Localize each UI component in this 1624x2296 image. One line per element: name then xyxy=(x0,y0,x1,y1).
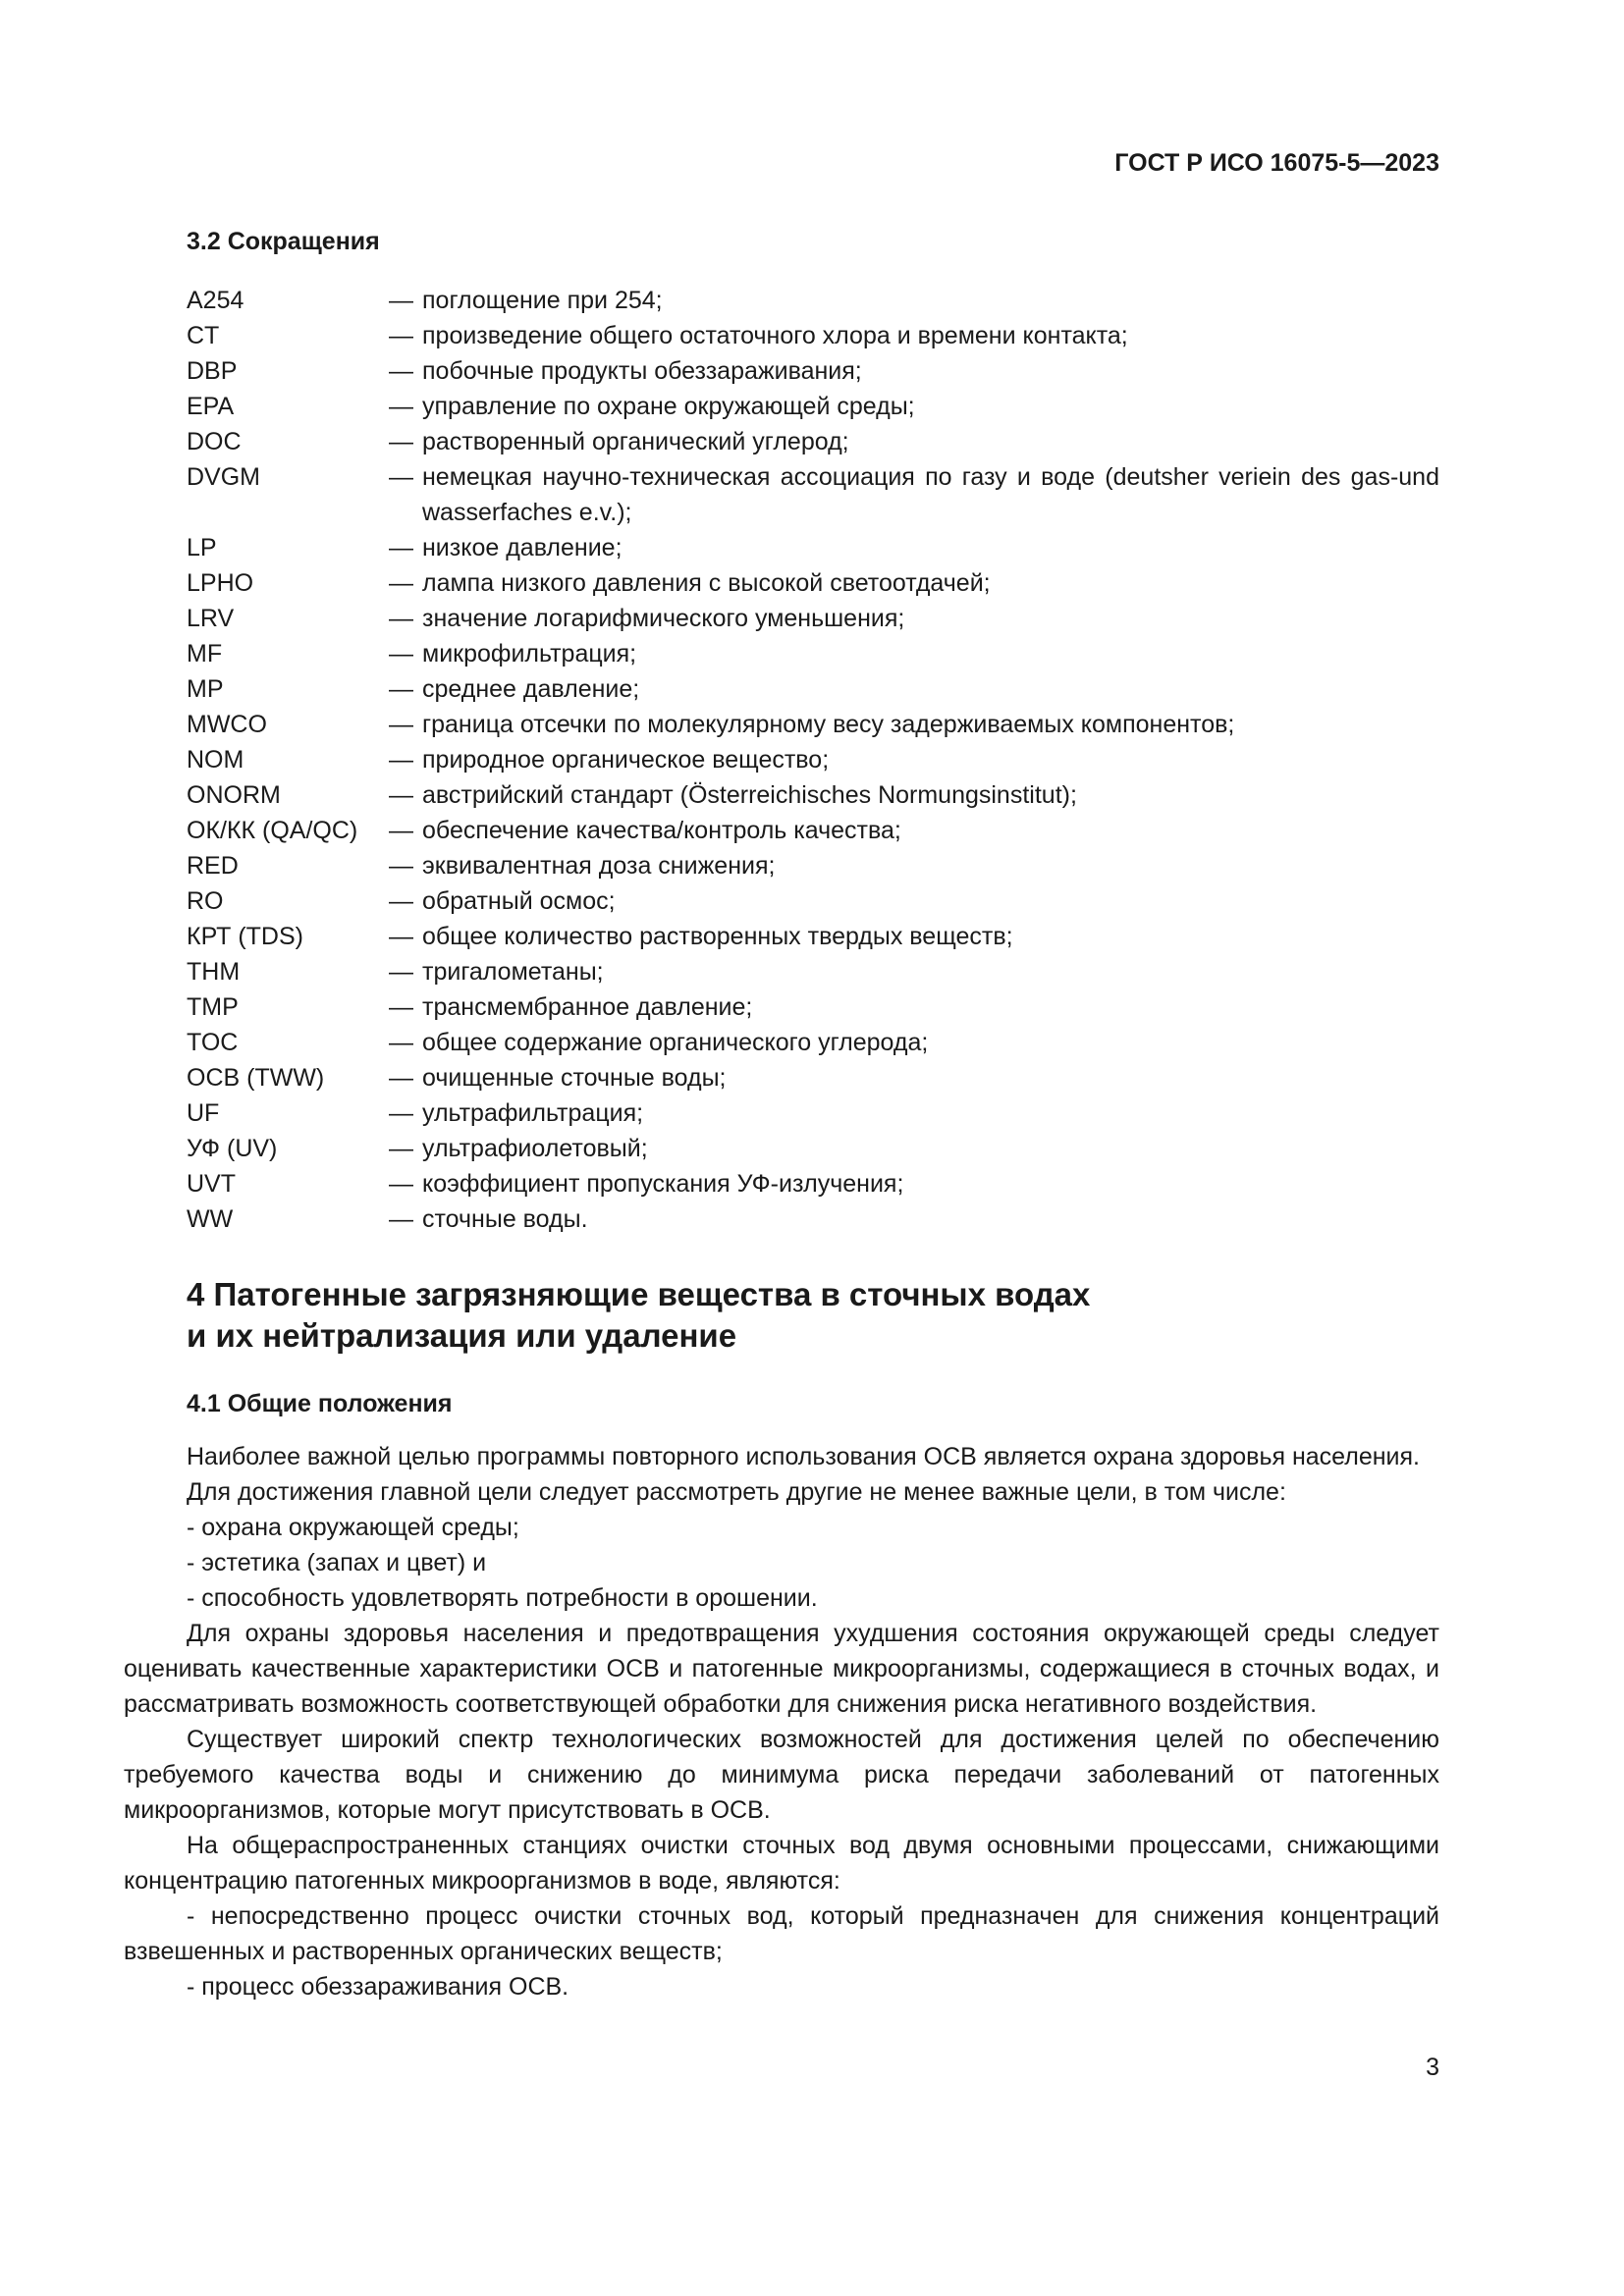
abbreviation-definition-text: низкое давление; xyxy=(422,534,623,561)
abbreviation-definition xyxy=(389,530,1439,565)
abbreviation-definition xyxy=(389,742,1439,777)
abbreviation-dash: — xyxy=(389,746,413,774)
abbreviation-definition-text: микрофильтрация; xyxy=(422,640,637,667)
abbreviation-row xyxy=(187,424,1439,459)
abbreviation-row xyxy=(187,707,1439,742)
abbreviation-definition-text: ультрафильтрация; xyxy=(422,1099,644,1127)
abbreviation-row xyxy=(187,883,1439,919)
paragraph-1 xyxy=(124,1439,1439,1474)
abbreviation-term: TOC xyxy=(187,1029,239,1056)
abbreviation-definition xyxy=(389,424,1439,459)
abbreviation-definition xyxy=(389,318,1439,353)
paragraph-3 xyxy=(124,1616,1439,1722)
abbreviation-row xyxy=(187,1025,1439,1060)
abbreviation-row xyxy=(187,636,1439,671)
abbreviation-term: WW xyxy=(187,1205,234,1233)
abbreviation-row xyxy=(187,742,1439,777)
section-4-1-title: 4.1 Общие положения xyxy=(187,1390,453,1417)
abbreviation-row xyxy=(187,459,1439,530)
abbreviation-term: THM xyxy=(187,958,241,986)
abbreviation-definition xyxy=(389,989,1439,1025)
document-code: ГОСТ Р ИСО 16075-5—2023 xyxy=(1114,149,1439,177)
abbreviation-term: DOC xyxy=(187,428,242,455)
abbreviation-definition xyxy=(389,601,1439,636)
abbreviation-definition-text: поглощение при 254; xyxy=(422,287,663,314)
abbreviation-row xyxy=(187,353,1439,389)
abbreviation-dash: — xyxy=(389,781,413,809)
abbreviation-row xyxy=(187,601,1439,636)
abbreviation-dash: — xyxy=(389,852,413,880)
abbreviation-definition xyxy=(389,565,1439,601)
abbreviation-row xyxy=(187,1201,1439,1237)
abbreviation-dash: — xyxy=(389,393,413,420)
abbreviation-row xyxy=(187,1060,1439,1095)
abbreviation-definition xyxy=(389,1166,1439,1201)
paragraph-2-text: Для достижения главной цели следует рассмотреть другие не менее важные цели, в том числе: xyxy=(187,1478,1286,1506)
abbreviation-term: A254 xyxy=(187,287,244,314)
abbreviation-dash: — xyxy=(389,1170,413,1198)
abbreviation-row xyxy=(187,318,1439,353)
abbreviation-definition-text: обратный осмос; xyxy=(422,887,616,915)
abbreviation-term: TMP xyxy=(187,993,239,1021)
abbreviation-definition xyxy=(389,883,1439,919)
section-4-1-body xyxy=(124,1439,1439,2004)
abbreviation-definition xyxy=(389,1025,1439,1060)
abbreviation-definition xyxy=(389,1131,1439,1166)
abbreviation-row xyxy=(187,989,1439,1025)
abbreviation-dash: — xyxy=(389,1135,413,1162)
abbreviation-dash: — xyxy=(389,605,413,632)
abbreviation-term: EPA xyxy=(187,393,235,420)
abbreviation-dash: — xyxy=(389,993,413,1021)
abbreviation-definition xyxy=(389,777,1439,813)
paragraph-4 xyxy=(124,1722,1439,1828)
abbreviation-dash: — xyxy=(389,534,413,561)
paragraph-1-text: Наиболее важной целью программы повторного использования ОСВ является охрана здоровья населения. xyxy=(187,1443,1420,1470)
section-4-title-line2: и их нейтрализация или удаление xyxy=(187,1317,737,1354)
abbreviation-term: УФ (UV) xyxy=(187,1135,278,1162)
abbreviation-list xyxy=(187,283,1439,1237)
abbreviation-term: LP xyxy=(187,534,217,561)
goal-list-item: - эстетика (запах и цвет) и xyxy=(187,1549,487,1576)
abbreviation-row xyxy=(187,1131,1439,1166)
goal-list-item: - охрана окружающей среды; xyxy=(187,1514,519,1541)
abbreviation-definition xyxy=(389,954,1439,989)
abbreviation-dash: — xyxy=(389,1064,413,1092)
paragraph-4-text: Существует широкий спектр технологических возможностей для достижения целей по обеспечению требуемого качества воды и снижению до минимума риска передачи заболеваний от патогенных микроорганизмов, которые могут присутствовать в ОСВ. xyxy=(124,1726,1439,1824)
abbreviation-term: LRV xyxy=(187,605,235,632)
abbreviation-dash: — xyxy=(389,463,413,491)
abbreviation-term: LPHO xyxy=(187,569,254,597)
abbreviation-term: ОСВ (TWW) xyxy=(187,1064,325,1092)
paragraph-5 xyxy=(124,1828,1439,1898)
abbreviation-dash: — xyxy=(389,958,413,986)
abbreviation-definition-text: произведение общего остаточного хлора и времени контакта; xyxy=(422,322,1128,349)
abbreviation-term: CT xyxy=(187,322,220,349)
abbreviation-definition-text: тригалометаны; xyxy=(422,958,604,986)
abbreviation-definition-text: граница отсечки по молекулярному весу задерживаемых компонентов; xyxy=(422,711,1235,738)
abbreviation-term: MP xyxy=(187,675,224,703)
section-4-title-line1: 4 Патогенные загрязняющие вещества в сточных водах xyxy=(187,1276,1091,1312)
abbreviation-term: UVT xyxy=(187,1170,236,1198)
abbreviation-term: RED xyxy=(187,852,239,880)
abbreviation-definition-text: сточные воды. xyxy=(422,1205,588,1233)
abbreviation-term: ONORM xyxy=(187,781,281,809)
abbreviation-dash: — xyxy=(389,887,413,915)
abbreviation-row xyxy=(187,813,1439,848)
abbreviation-row xyxy=(187,954,1439,989)
abbreviation-row xyxy=(187,671,1439,707)
abbreviation-definition-text: общее содержание органического углерода; xyxy=(422,1029,929,1056)
section-3-2-title: 3.2 Сокращения xyxy=(187,228,380,255)
paragraph-2 xyxy=(124,1474,1439,1510)
abbreviation-definition xyxy=(389,813,1439,848)
abbreviation-definition xyxy=(389,1201,1439,1237)
abbreviation-term: UF xyxy=(187,1099,220,1127)
abbreviation-definition xyxy=(389,707,1439,742)
abbreviation-definition-text: растворенный органический углерод; xyxy=(422,428,849,455)
page-content xyxy=(124,224,1439,2004)
section-4-title xyxy=(187,1274,1439,1357)
goals-list xyxy=(124,1510,1439,1616)
abbreviation-definition-text: природное органическое вещество; xyxy=(422,746,830,774)
abbreviation-dash: — xyxy=(389,640,413,667)
abbreviation-definition xyxy=(389,459,1439,530)
abbreviation-definition xyxy=(389,353,1439,389)
abbreviation-term: NOM xyxy=(187,746,244,774)
abbreviation-definition-text: управление по охране окружающей среды; xyxy=(422,393,915,420)
abbreviation-term: MWCO xyxy=(187,711,267,738)
abbreviation-definition xyxy=(389,919,1439,954)
abbreviation-dash: — xyxy=(389,569,413,597)
abbreviation-definition xyxy=(389,1095,1439,1131)
abbreviation-term: MF xyxy=(187,640,223,667)
abbreviation-dash: — xyxy=(389,817,413,844)
processes-list xyxy=(124,1898,1439,2004)
abbreviation-row xyxy=(187,283,1439,318)
abbreviation-dash: — xyxy=(389,923,413,950)
abbreviation-dash: — xyxy=(389,675,413,703)
abbreviation-definition xyxy=(389,848,1439,883)
abbreviation-term: КРТ (TDS) xyxy=(187,923,303,950)
abbreviation-row xyxy=(187,919,1439,954)
abbreviation-definition xyxy=(389,636,1439,671)
process-list-item: - процесс обеззараживания ОСВ. xyxy=(187,1973,569,2001)
abbreviation-definition-text: лампа низкого давления с высокой светоотдачей; xyxy=(422,569,991,597)
abbreviation-definition xyxy=(389,1060,1439,1095)
abbreviation-row xyxy=(187,1095,1439,1131)
abbreviation-dash: — xyxy=(389,287,413,314)
abbreviation-row xyxy=(187,1166,1439,1201)
paragraph-5-text: На общераспространенных станциях очистки сточных вод двумя основными процессами, снижающими концентрацию патогенных микроорганизмов в воде, являются: xyxy=(124,1832,1439,1895)
abbreviation-term: ОК/КК (QA/QC) xyxy=(187,817,358,844)
abbreviation-term: DBP xyxy=(187,357,238,385)
abbreviation-row xyxy=(187,777,1439,813)
abbreviation-definition-text: обеспечение качества/контроль качества; xyxy=(422,817,901,844)
abbreviation-dash: — xyxy=(389,428,413,455)
abbreviation-dash: — xyxy=(389,711,413,738)
abbreviation-row xyxy=(187,530,1439,565)
abbreviation-definition-text: среднее давление; xyxy=(422,675,640,703)
abbreviation-definition-text: трансмембранное давление; xyxy=(422,993,753,1021)
process-list-item: - непосредственно процесс очистки сточных вод, который предназначен для снижения концентраций взвешенных и растворенных органических веществ; xyxy=(124,1902,1439,1965)
abbreviation-dash: — xyxy=(389,357,413,385)
abbreviation-definition xyxy=(389,283,1439,318)
abbreviation-dash: — xyxy=(389,1205,413,1233)
abbreviation-dash: — xyxy=(389,1029,413,1056)
abbreviation-row xyxy=(187,389,1439,424)
abbreviation-definition-text: общее количество растворенных твердых веществ; xyxy=(422,923,1013,950)
abbreviation-definition-text: побочные продукты обеззараживания; xyxy=(422,357,862,385)
abbreviation-definition-text: очищенные сточные воды; xyxy=(422,1064,727,1092)
abbreviation-definition-text: эквивалентная доза снижения; xyxy=(422,852,776,880)
abbreviation-definition-text: значение логарифмического уменьшения; xyxy=(422,605,905,632)
abbreviation-row xyxy=(187,565,1439,601)
abbreviation-dash: — xyxy=(389,1099,413,1127)
abbreviation-term: RO xyxy=(187,887,224,915)
abbreviation-dash: — xyxy=(389,322,413,349)
abbreviation-row xyxy=(187,848,1439,883)
abbreviation-term: DVGM xyxy=(187,463,260,491)
abbreviation-definition-text: ультрафиолетовый; xyxy=(422,1135,648,1162)
abbreviation-definition-text: немецкая научно-техническая ассоциация по газу и воде (deutsher verіein des gas-und wasserfaches e.v.); xyxy=(422,463,1439,526)
abbreviation-definition xyxy=(389,389,1439,424)
goal-list-item: - способность удовлетворять потребности в орошении. xyxy=(187,1584,818,1612)
abbreviation-definition-text: австрийский стандарт (Österreichisches Normungsinstitut); xyxy=(422,781,1077,809)
paragraph-3-text: Для охраны здоровья населения и предотвращения ухудшения состояния окружающей среды следует оценивать качественные характеристики ОСВ и патогенные микроорганизмы, содержащиеся в сточных водах, и рассматривать возможность соответствующей обработки для снижения риска негативного воздействия. xyxy=(124,1620,1439,1718)
abbreviation-definition-text: коэффициент пропускания УФ-излучения; xyxy=(422,1170,904,1198)
page-number: 3 xyxy=(1426,2054,1439,2081)
abbreviation-definition xyxy=(389,671,1439,707)
